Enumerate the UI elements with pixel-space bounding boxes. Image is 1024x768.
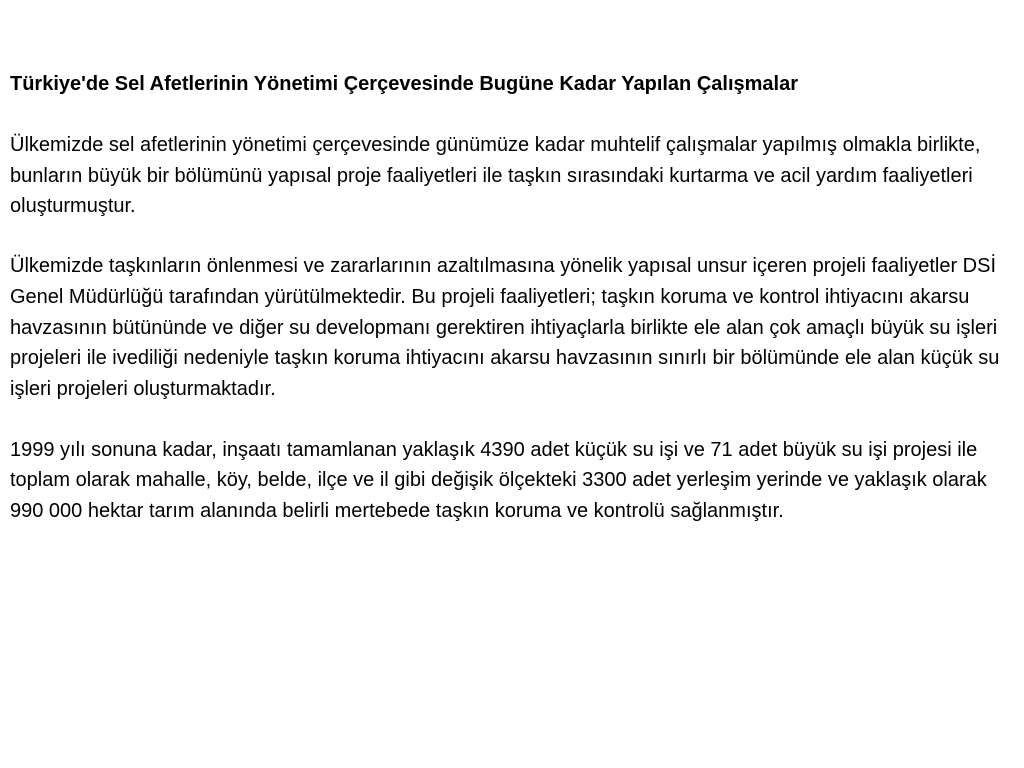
spacer: [10, 99, 1014, 130]
paragraph-1: Ülkemizde sel afetlerinin yönetimi çerçevesinde günümüze kadar muhtelif çalışmalar yapılmış olmakla birlikte, bunların büyük bir bölümünü yapısal proje faaliyetleri ile taşkın sırasındaki kurtarma ve acil yardım faaliyetleri oluşturmuştur.: [10, 134, 981, 218]
slide-content: [10, 70, 1014, 527]
document-title: Türkiye'de Sel Afetlerinin Yönetimi Çerçevesinde Bugüne Kadar Yapılan Çalışmalar: [10, 73, 798, 95]
spacer: [10, 222, 1014, 251]
paragraph-3: 1999 yılı sonuna kadar, inşaatı tamamlanan yaklaşık 4390 adet küçük su işi ve 71 adet büyük su işi projesi ile toplam olarak mahalle, köy, belde, ilçe ve il gibi değişik ölçekteki 3300 adet yerleşim yerinde ve yaklaşık olarak 990 000 hektar tarım alanında belirli mertebede taşkın koruma ve kontrolü sağlanmıştır.: [10, 438, 987, 523]
spacer: [10, 405, 1014, 435]
paragraph-2: Ülkemizde taşkınların önlenmesi ve zararlarının azaltılmasına yönelik yapısal unsur içeren projeli faaliyetler DSİ Genel Müdürlüğü tarafından yürütülmektedir. Bu projeli faaliyetleri; taşkın koruma ve kontrol ihtiyacını akarsu havzasının bütününde ve diğer su developmanı gerektiren ihtiyaçlarla birlikte ele alan çok amaçlı büyük su işleri projeleri ile ivediliği nedeniyle taşkın koruma ihtiyacını akarsu havzasının sınırlı bir bölümünde ele alan küçük su işleri projeleri oluşturmaktadır.: [10, 255, 1000, 400]
